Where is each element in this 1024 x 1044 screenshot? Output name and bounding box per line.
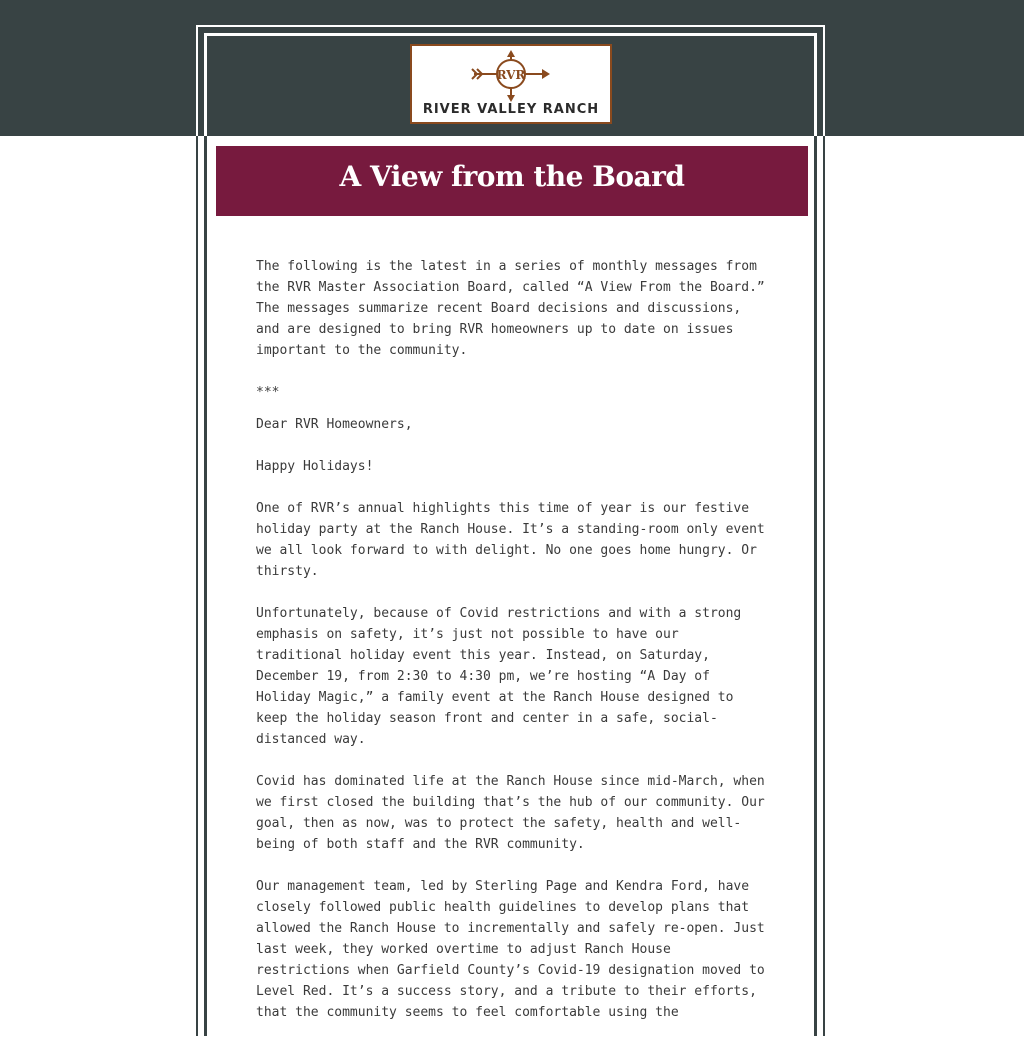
logo-monogram: RVR bbox=[496, 68, 526, 82]
body-paragraph-2: Unfortunately, because of Covid restrictions and with a strong emphasis on safety, it’s just not possible to have our traditional holiday event this year. Instead, on Saturday, December 19, from 2:30 to 4:30 pm, we’re hosting “A Day of Holiday Magic,” a family event at the Ranch House designed to keep the holiday season front and center in a safe, social-distanced way. bbox=[256, 606, 742, 747]
greeting: Happy Holidays! bbox=[256, 459, 374, 474]
page-title: A View from the Board bbox=[339, 160, 685, 193]
separator: *** bbox=[256, 385, 280, 400]
body-paragraph-1: One of RVR’s annual highlights this time of year is our festive holiday party at the Ranch House. It’s a standing-room only event we all look forward to with delight. No one goes home hungry. Or thirsty. bbox=[256, 501, 765, 579]
title-banner bbox=[216, 146, 808, 216]
body-paragraph-4: Our management team, led by Sterling Page and Kendra Ford, have closely followed public health guidelines to develop plans that allowed the Ranch House to incrementally and safely re-open. Just last week, they worked overtime to adjust Ranch House restrictions when Garfield County’s Covid-19 designation moved to Level Red. It’s a success story, and a tribute to their efforts, that the community seems to feel comfortable using the bbox=[256, 879, 765, 1020]
body-paragraph-3: Covid has dominated life at the Ranch House since mid-March, when we first closed the building that’s the hub of our community. Our goal, then as now, was to protect the safety, health and well-being of both staff and the RVR community. bbox=[256, 774, 765, 852]
salutation: Dear RVR Homeowners, bbox=[256, 417, 413, 432]
river-valley-ranch-logo[interactable] bbox=[410, 44, 612, 124]
compass-arrow-icon bbox=[470, 50, 552, 102]
logo-name: RIVER VALLEY RANCH bbox=[422, 102, 600, 117]
intro-paragraph: The following is the latest in a series of monthly messages from the RVR Master Association Board, called “A View From the Board.” The messages summarize recent Board decisions and discussions, and are designed to bring RVR homeowners up to date on issues important to the community. bbox=[256, 259, 765, 358]
article-body bbox=[256, 256, 772, 1044]
